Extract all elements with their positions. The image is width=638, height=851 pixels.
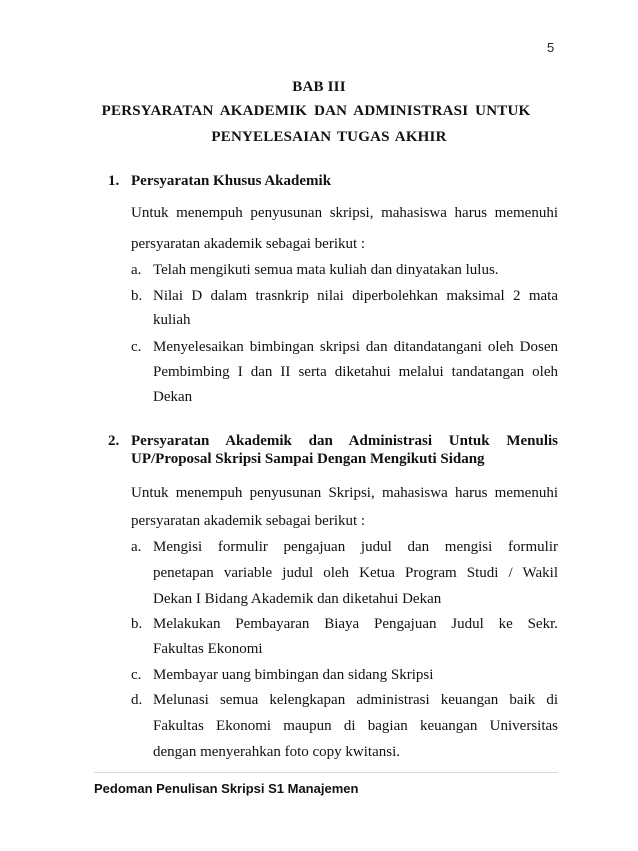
- section-2-title-line1: Persyaratan Akademik dan Administrasi Untuk Menulis: [131, 433, 558, 449]
- section-2-title-line2: UP/Proposal Skripsi Sampai Dengan Mengikuti Sidang: [131, 451, 485, 467]
- section-2-item-d-label: d.: [131, 692, 143, 708]
- chapter-title-line2: PENYELESAIAN TUGAS AKHIR: [211, 129, 447, 145]
- section-1-number: 1.: [108, 173, 120, 189]
- section-1-item-b-line2: kuliah: [153, 312, 191, 328]
- section-1-item-c-line3: Dekan: [153, 389, 193, 405]
- section-2-item-d-line3: dengan menyerahkan foto copy kwitansi.: [153, 744, 401, 760]
- section-1-item-a-label: a.: [131, 262, 142, 278]
- section-2-intro-line1: Untuk menempuh penyusunan Skripsi, mahasiswa harus memenuhi: [131, 485, 558, 501]
- section-1-title: Persyaratan Khusus Akademik: [131, 173, 332, 189]
- chapter-title-line1: PERSYARATAN AKADEMIK DAN ADMINISTRASI UNTUK: [101, 103, 531, 119]
- section-1-intro-line1: Untuk menempuh penyusunan skripsi, mahasiswa harus memenuhi: [131, 205, 558, 221]
- section-2-item-b-line2: Fakultas Ekonomi: [153, 641, 263, 657]
- section-1-item-a-line1: Telah mengikuti semua mata kuliah dan dinyatakan lulus.: [153, 262, 499, 278]
- footer-divider: [94, 772, 558, 773]
- section-1-item-b-label: b.: [131, 288, 143, 304]
- chapter-heading: BAB III: [292, 79, 346, 95]
- section-2-item-a-line3: Dekan I Bidang Akademik dan diketahui Dekan: [153, 591, 442, 607]
- section-1-item-c-line1: Menyelesaikan bimbingan skripsi dan ditandatangani oleh Dosen: [153, 339, 558, 355]
- section-2-item-a-line1: Mengisi formulir pengajuan judul dan mengisi formulir: [153, 539, 558, 555]
- page-number: 5: [547, 40, 555, 55]
- section-1-intro-line2: persyaratan akademik sebagai berikut :: [131, 236, 366, 252]
- footer-text: Pedoman Penulisan Skripsi S1 Manajemen: [94, 781, 359, 796]
- section-2-item-a-line2: penetapan variable judul oleh Ketua Program Studi / Wakil: [153, 565, 558, 581]
- section-2-item-a-label: a.: [131, 539, 142, 555]
- section-1-item-c-label: c.: [131, 339, 142, 355]
- section-2-number: 2.: [108, 433, 120, 449]
- section-1-item-b-line1: Nilai D dalam trasnkrip nilai diperbolehkan maksimal 2 mata: [153, 288, 558, 304]
- section-2-item-b-label: b.: [131, 616, 143, 632]
- section-2-item-c-label: c.: [131, 667, 142, 683]
- section-2-item-c-line1: Membayar uang bimbingan dan sidang Skripsi: [153, 667, 434, 683]
- section-2-item-d-line1: Melunasi semua kelengkapan administrasi keuangan baik di: [153, 692, 558, 708]
- section-2-intro-line2: persyaratan akademik sebagai berikut :: [131, 513, 366, 529]
- section-2-item-b-line1: Melakukan Pembayaran Biaya Pengajuan Judul ke Sekr.: [153, 616, 558, 632]
- section-2-item-d-line2: Fakultas Ekonomi maupun di bagian keuangan Universitas: [153, 718, 558, 734]
- section-1-item-c-line2: Pembimbing I dan II serta diketahui melalui tandatangan oleh: [153, 364, 558, 380]
